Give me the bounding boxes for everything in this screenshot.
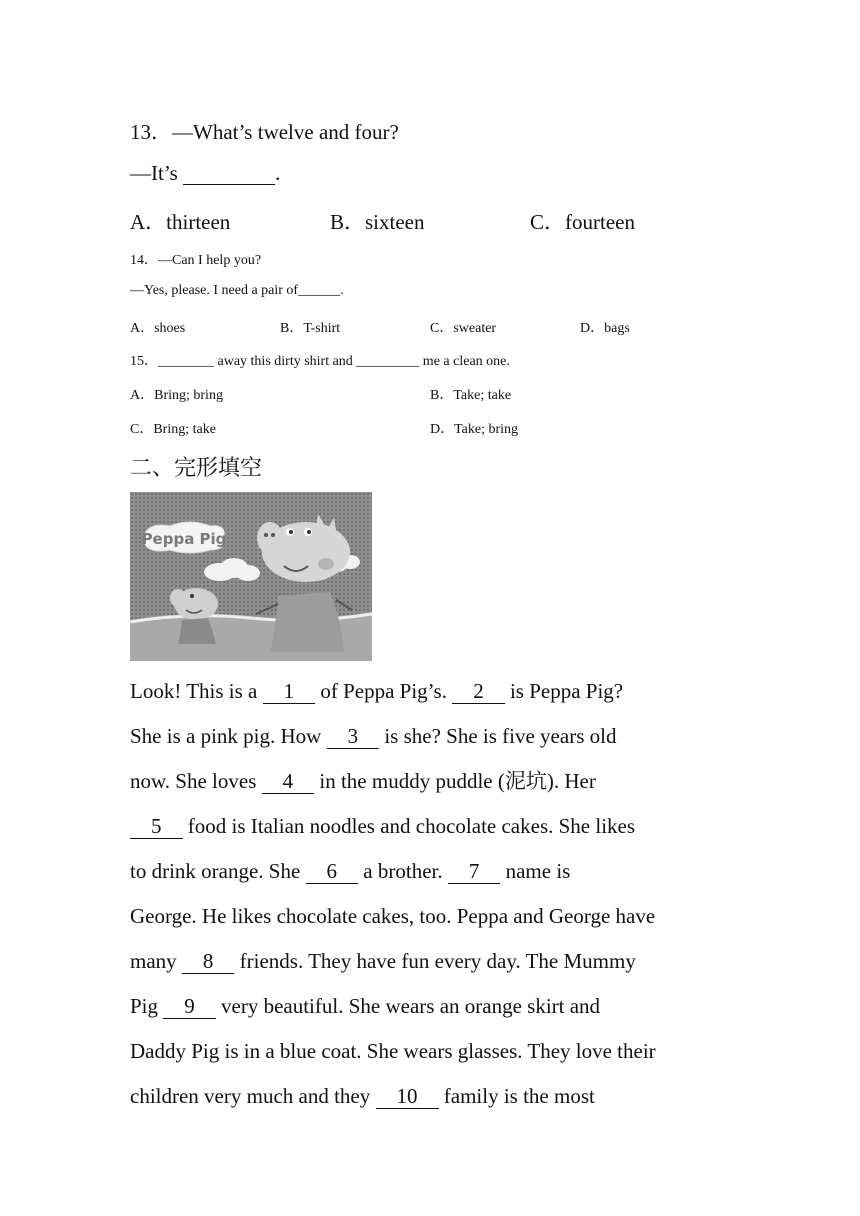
q13-blank: [183, 163, 275, 185]
q15-question: 15．________ away this dirty shirt and _________ me a clean one.: [130, 354, 510, 369]
cloze-blank-3: [327, 724, 380, 749]
q14-question: 14．—Can I help you?: [130, 253, 262, 268]
passage-text: very beautiful. She wears an orange skirt and: [215, 994, 601, 1018]
passage-text: George. He likes chocolate cakes, too. Peppa and George have: [130, 904, 656, 928]
q13-option-b: B．sixteen: [330, 210, 425, 234]
cloze-blank-number: 10: [396, 1084, 418, 1108]
passage-text: is she? She is five years old: [379, 724, 617, 748]
passage-text: food is Italian noodles and chocolate cakes. She likes: [182, 814, 636, 838]
passage-text: of Peppa Pig’s.: [315, 679, 453, 703]
q13-answer-prefix: —It’s: [130, 161, 178, 185]
q15-option-d: D．Take; bring: [430, 422, 519, 437]
q15-option-a: A．Bring; bring: [130, 388, 223, 403]
cloze-blank-number: 1: [283, 679, 295, 703]
q14-option-c: C．sweater: [430, 321, 497, 336]
cloze-blank-number: 5: [151, 814, 162, 838]
peppa-logo: [142, 522, 227, 553]
cloze-blank-number: 9: [184, 994, 195, 1018]
q13-question: 13．—What’s twelve and four?: [130, 120, 399, 144]
cloze-blank-6: [306, 859, 359, 884]
passage-text: family is the most: [438, 1084, 595, 1108]
passage-text: to drink orange. She: [130, 859, 306, 883]
q14-answer: —Yes, please. I need a pair of______.: [130, 283, 344, 298]
cloze-blank-9: [163, 994, 216, 1019]
passage-line: [130, 674, 730, 719]
cloze-blank-2: [452, 679, 505, 704]
q15-option-c: C．Bring; take: [130, 422, 216, 437]
q15-option-b: B．Take; take: [430, 388, 512, 403]
passage-text: Daddy Pig is in a blue coat. She wears glasses. They love their: [130, 1039, 656, 1063]
passage-text: She is a pink pig. How: [130, 724, 327, 748]
passage-line: [130, 809, 730, 854]
q14-option-d: D．bags: [580, 321, 630, 336]
cloze-blank-8: [182, 949, 235, 974]
cloze-blank-number: 8: [202, 949, 214, 973]
passage-line: [130, 944, 730, 989]
cloze-blank-5: [130, 814, 183, 839]
passage-line: [130, 719, 730, 764]
peppa-pig-image: [130, 492, 372, 661]
passage-text: a brother.: [358, 859, 448, 883]
passage-text: Pig: [130, 994, 164, 1018]
q13-answer: [130, 161, 280, 186]
passage-line: [130, 764, 730, 809]
cloze-blank-number: 7: [468, 859, 480, 883]
q13-option-c: C．fourteen: [530, 210, 635, 234]
passage-text: children very much and they: [130, 1084, 376, 1108]
section-heading: 二、完形填空: [130, 456, 263, 481]
cloze-blank-7: [448, 859, 501, 884]
q13-option-a: A．thirteen: [130, 210, 231, 234]
passage-text: many: [130, 949, 182, 973]
passage-text: friends. They have fun every day. The Mummy: [234, 949, 636, 973]
passage-text: is Peppa Pig?: [504, 679, 624, 703]
q14-option-b: B．T-shirt: [280, 321, 341, 336]
peppa-logo-text: Peppa Pig: [141, 530, 227, 548]
passage-line: [130, 854, 730, 899]
passage-text: in the muddy puddle (泥坑). Her: [314, 769, 596, 793]
cloze-blank-10: [376, 1084, 439, 1109]
passage-line: [130, 989, 730, 1034]
passage-line: [130, 1034, 730, 1079]
passage-text: name is: [500, 859, 571, 883]
q14-option-a: A．shoes: [130, 321, 186, 336]
cloze-passage: [130, 674, 730, 1124]
passage-text: Look! This is a: [130, 679, 263, 703]
cloze-blank-1: [263, 679, 316, 704]
cloze-blank-number: 6: [326, 859, 338, 883]
cloze-blank-number: 4: [282, 769, 294, 793]
cloze-blank-4: [262, 769, 315, 794]
passage-text: now. She loves: [130, 769, 262, 793]
passage-line: [130, 899, 730, 944]
q13-answer-suffix: .: [275, 161, 281, 185]
passage-line: [130, 1079, 730, 1124]
cloze-blank-number: 3: [347, 724, 359, 748]
cloze-blank-number: 2: [473, 679, 484, 703]
